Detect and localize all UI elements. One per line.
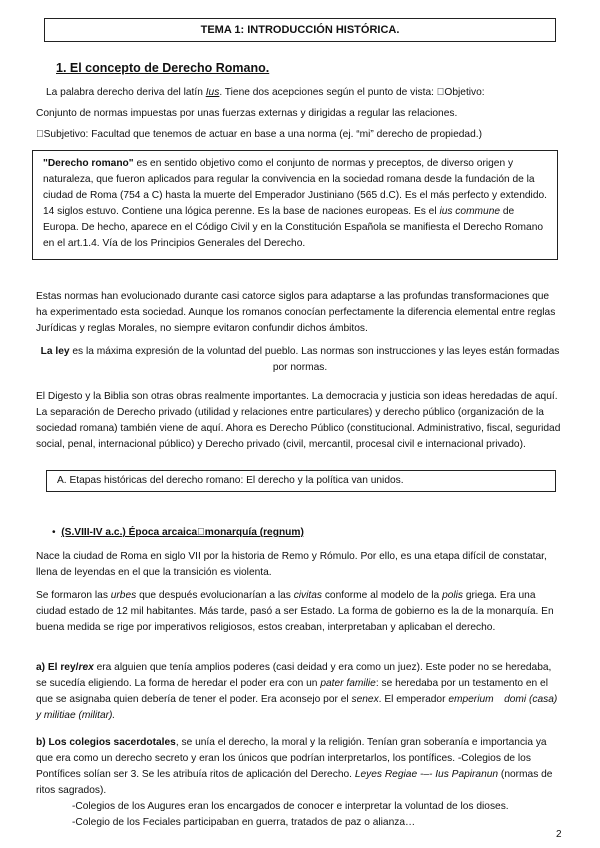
urbes-text: que después evolucionarían a las [136, 590, 294, 601]
intro-line-3: Subjetivo: Facultad que tenemos de actuar en base a una norma (ej. “mi” derecho de propiedad.) [36, 129, 475, 140]
colegios-item-feciales: -Colegio de los Feciales participaban en guerra, tratados de paz o alianza… [72, 817, 416, 828]
ley-term: La ley [40, 346, 70, 357]
intro-text: La palabra derecho deriva del latín [46, 87, 206, 98]
stages-box: A. Etapas históricas del derecho romano: El derecho y la política van unidos. [46, 470, 556, 492]
polis-term: polis [442, 590, 464, 601]
rey-text: : se heredaba por un testamento en el que se asignaba quien debería de tener el poder. Era aconsejo por el [36, 678, 548, 705]
bullet-icon: • [52, 527, 56, 538]
page-number: 2 [556, 829, 562, 840]
paragraph-colegios [36, 735, 562, 799]
rey-text: era alguien que tenía amplios poderes (casi deidad y era como un juez). Este poder no se heredaba, se sucedía eligiendo. La forma de heredar el poder era con un [36, 662, 552, 689]
definition-text: es en sentido objetivo como el conjunto de normas y preceptos, de diverso origen y naturaleza, que fueron aplicados para regular la convivencia en la sociedad romana desde la fundación de la ciudad de Roma (754 a C) hasta la muerte del Emperador Justiniano (565 d.C). Es el más perfecto y extendido. 14 siglos estuvo. Contiene una lógica perenne. Es la base de naciones europeas. Es el [43, 158, 547, 217]
intro-line-1 [46, 85, 566, 101]
section-title: (S.VIII-IV a.c.) Época arcaica monarquía (regnum) [61, 527, 300, 538]
rey-label-text: a) El rey/ [36, 662, 79, 673]
urbes-term: urbes [110, 590, 137, 601]
urbes-text: Se formaron las [36, 590, 111, 601]
leyes-regiae-term: Leyes Regiae -–- Ius Papiranun [354, 769, 499, 780]
paragraph-rey [36, 660, 562, 724]
paragraph-ley [40, 344, 560, 376]
emperium-term: emperium domi (casa) y militiae (militar). [36, 694, 558, 721]
rey-label [36, 662, 94, 673]
paragraph-nace: Nace la ciudad de Roma en siglo VII por la historia de Remo y Rómulo. Por ello, es una etapa difícil de constatar, llena de leyendas en el que la transición es violenta. [36, 551, 547, 578]
colegios-item-augures: -Colegios de los Augures eran los encargados de conocer e interpretar la voluntad de los dioses. [72, 801, 509, 812]
section-epoca-arcaica [52, 525, 552, 541]
paragraph-evolution: Estas normas han evolucionado durante casi catorce siglos para adaptarse a las profundas transformaciones que ha experimentado esta sociedad. Aunque los romanos conocían perfectamente la diferencia elemental entre reglas Jurídicas y reglas Morales, no siempre evitaron confundir dichos ámbitos. [36, 291, 556, 334]
ius-commune-term: ius commune [439, 206, 501, 217]
rey-text: . El emperador [378, 694, 449, 705]
senex-term: senex [351, 694, 379, 705]
page-title: TEMA 1: INTRODUCCIÓN HISTÓRICA. [44, 18, 556, 42]
colegios-label: b) Los colegios sacerdotales [36, 737, 176, 748]
rex-term: rex [78, 662, 94, 673]
ley-text: es la máxima expresión de la voluntad del pueblo. Las normas son instrucciones y las leyes están formadas por normas. [69, 346, 560, 373]
intro-text: . Tiene dos acepciones según el punto de vista: Objetivo: [219, 87, 477, 98]
urbes-text: conforme al modelo de la [322, 590, 443, 601]
urbes-text: griega. Era una ciudad estado de 12 mil habitantes. Más tarde, pasó a ser Estado. La forma de gobierno es la de la monarquía. En buena medida se rige por imperativos religiosos, estos creaban, interpretaban y aplicaban el derecho. [36, 590, 554, 633]
paragraph-digesto: El Digesto y la Biblia son otras obras realmente importantes. La democracia y justicia son ideas heredadas de aquí. La separación de Derecho privado (utilidad y relaciones entre particulares) y derecho público (organización de la sociedad romana) también viene de aquí. Ahora es Derecho Público (constitucional. Administrativo, fiscal, seguridad social, penal, internacional público) y Derecho privado (civil, mercantil, procesal civil e internacional privado). [36, 391, 561, 450]
intro-line-2: Conjunto de normas impuestas por unas fuerzas externas y dirigidas a regular las relaciones. [36, 108, 458, 119]
colegios-text: (normas de ritos sagrados). [36, 769, 553, 796]
section-heading: 1. El concepto de Derecho Romano. [56, 61, 270, 75]
definition-text: de Europa. De hecho, aparece en el Código Civil y en la Constitución Española se manifiesta el Derecho Romano en el art.1.4. Vía de los Principios Generales del Derecho. [43, 206, 544, 249]
ius-term: Ius [205, 87, 220, 98]
definition-term: "Derecho romano" [43, 158, 134, 169]
definition-box [32, 150, 558, 260]
paragraph-urbes [36, 588, 562, 636]
colegios-text: , se unía el derecho, la moral y la religión. Tenían gran soberanía e importancia ya que era como un derecho secreto y eran los únicos que podrían interpretarlos, los pontífices. -Colegios de los Pontífices solían ser 3. Se les atribuía ritos de aplicación del Derecho. [36, 737, 547, 780]
civitas-term: civitas [293, 590, 322, 601]
pater-familie-term: pater familie [320, 678, 376, 689]
